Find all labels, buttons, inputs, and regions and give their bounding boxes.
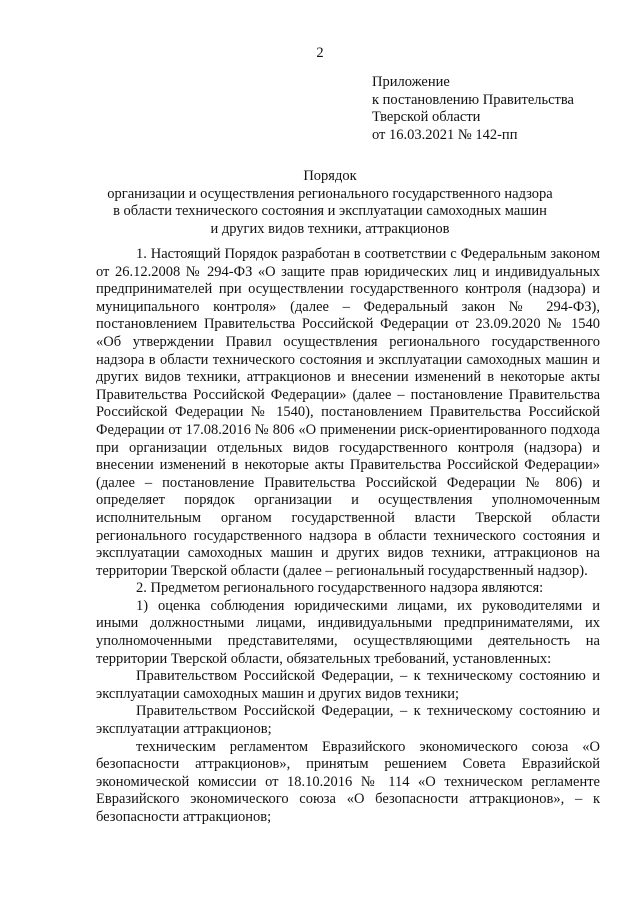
paragraph: 2. Предметом регионального государственного надзора являются: [136,580,544,597]
page-number: 2 [316,45,324,61]
paragraph: Правительством Российской Федерации, – к техническому состоянию и эксплуатации аттракционов; [96,703,600,738]
appendix-line: Тверской области [372,109,481,125]
title-line: и других видов техники, аттракционов [210,220,450,237]
appendix-line: к постановлению Правительства [372,91,574,108]
title-line: в области технического состояния и эксплуатации самоходных машин [113,203,547,219]
title-line: Порядок [303,168,357,184]
paragraph: Правительством Российской Федерации, – к техническому состоянию и эксплуатации самоходных машин и других видов техники; [96,668,600,702]
appendix-block [372,74,574,144]
document-title [60,168,600,238]
paragraph: техническим регламентом Евразийского экономического союза «О безопасности аттракционов», принятым решением Совета Евразийской экономической комиссии от 18.10.2016 № 114 «О техническом регламенте Евразийского экономического союза «О безопасности аттракционов», – к безопасности аттракционов; [96,738,600,825]
paragraph: 1) оценка соблюдения юридическими лицами, их руководителями и иными должностными лицами, индивидуальными предпринимателями, их уполномоченными представителями, осуществляющими деятельность на территории Тверской области, обязательных требований, установленных: [96,597,600,667]
title-line: организации и осуществления регионального государственного надзора [107,185,553,202]
paragraph: 1. Настоящий Порядок разработан в соответствии с Федеральным законом от 26.12.2008 № 294-ФЗ «О защите прав юридических лиц и индивидуальных предпринимателей при осуществлении государственного контроля (надзора) и муниципального контроля» (далее – Федеральный закон № 294-ФЗ), постановлением Правительства Российской Федерации от 23.09.2020 № 1540 «Об утверждении Правил осуществления регионального государственного надзора в области технического состояния и эксплуатации самоходных машин и других видов техники, аттракционов и внесении изменений в некоторые акты Правительства Российской Федерации» (далее – постановление Правительства Российской Федерации № 1540), постановлением Правительства Российской Федерации от 17.08.2016 № 806 «О применении риск-ориентированного подхода при организации отдельных видов государственного контроля (надзора) и внесении изменений в некоторые акты Правительства Российской Федерации» (далее – постановление Правительства Российской Федерации № 806) и определяет порядок организации и осуществления уполномоченным исполнительным органом государственной власти Тверской области регионального государственного надзора в области технического состояния и эксплуатации самоходных машин и других видов техники, аттракционов на территории Тверской области (далее – региональный государственный надзор). [96,246,600,579]
document-body [96,246,600,827]
appendix-line: от 16.03.2021 № 142-пп [372,126,518,143]
appendix-line: Приложение [372,74,450,90]
